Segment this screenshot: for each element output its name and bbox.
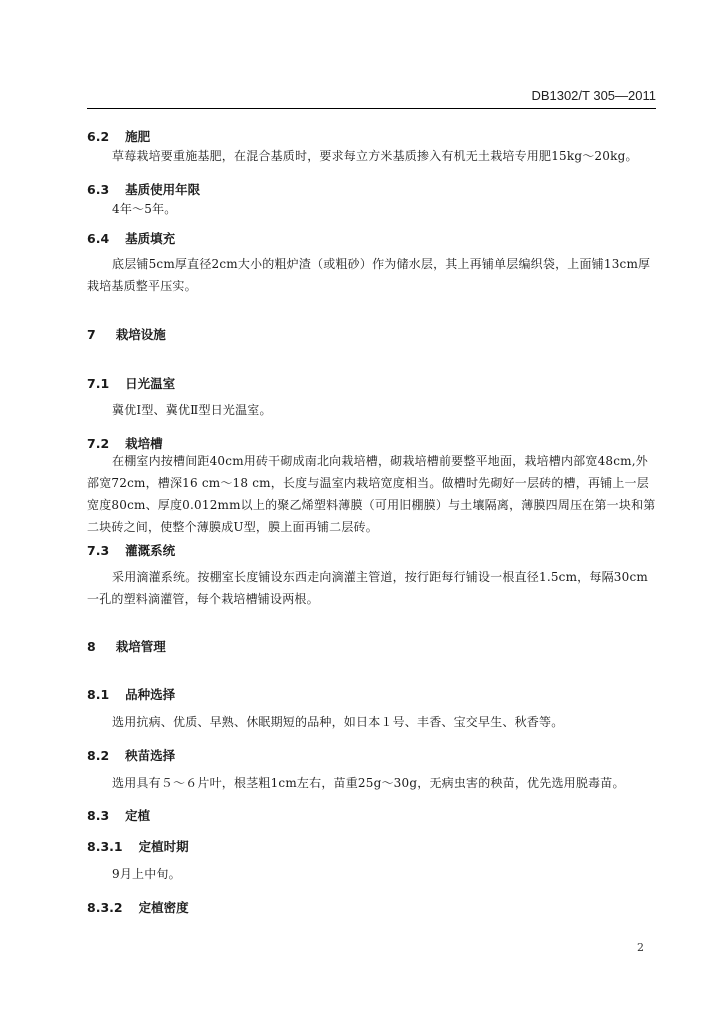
header-rule [87, 108, 656, 109]
heading-8-1 [87, 685, 175, 703]
heading-8-2 [87, 746, 175, 764]
paragraph-6-3 [87, 198, 657, 220]
section-title: 品种选择 [125, 687, 176, 702]
heading-7-1 [87, 374, 175, 392]
section-title: 栽培管理 [115, 639, 166, 654]
section-number: 8 [87, 639, 96, 654]
paragraph-7-3 [87, 566, 657, 610]
section-number: 7.1 [87, 376, 110, 391]
section-title: 基质使用年限 [125, 182, 201, 197]
paragraph-7-1 [87, 399, 657, 421]
section-title: 定植密度 [138, 900, 189, 915]
paragraph-text: 冀优Ⅰ型、冀优Ⅱ型日光温室。 [112, 403, 272, 417]
section-title: 秧苗选择 [125, 748, 176, 763]
section-title: 定植时期 [138, 839, 189, 854]
heading-8-3-1 [87, 837, 189, 855]
section-title: 栽培设施 [115, 327, 166, 342]
section-title: 栽培槽 [125, 436, 163, 451]
paragraph-6-2 [87, 145, 657, 167]
heading-7 [87, 325, 166, 343]
paragraph-text: 底层铺5cm厚直径2cm大小的粗炉渣（或粗砂）作为储水层，其上再铺单层编织袋，上面铺13cm厚栽培基质整平压实。 [87, 257, 651, 293]
paragraph-text: 在棚室内按槽间距40cm用砖干砌成南北向栽培槽，砌栽培槽前要整平地面，栽培槽内部宽48cm,外部宽72cm，槽深16 cm～18 cm，长度与温室内栽培宽度相当。做槽时先砌好一层砖的槽，再铺上一层宽度80cm、厚度0.012mm以上的聚乙烯塑料薄膜（可用旧棚膜）与土壤隔离，薄膜四周压在第一块和第二块砖之间，使整个薄膜成U型，膜上面再铺二层砖。 [87, 454, 656, 534]
document-code: DB1302/T 305—2011 [531, 88, 656, 103]
paragraph-8-1 [87, 711, 657, 733]
paragraph-text: 选用具有５～６片叶，根茎粗1cm左右，苗重25g～30g，无病虫害的秧苗，优先选用脱毒苗。 [112, 776, 625, 790]
section-number: 8.3 [87, 808, 110, 823]
paragraph-text: 4年～5年。 [112, 202, 177, 216]
heading-8 [87, 637, 166, 655]
paragraph-6-4 [87, 253, 657, 297]
section-number: 6.4 [87, 231, 110, 246]
section-title: 灌溉系统 [125, 543, 176, 558]
paragraph-text: 选用抗病、优质、早熟、休眠期短的品种，如日本１号、丰香、宝交早生、秋香等。 [112, 715, 564, 729]
section-title: 日光温室 [125, 376, 176, 391]
paragraph-8-3-1 [87, 863, 657, 885]
heading-8-3-2 [87, 898, 189, 916]
section-number: 8.1 [87, 687, 110, 702]
page-number: 2 [637, 941, 644, 954]
section-number: 8.2 [87, 748, 110, 763]
heading-6-3 [87, 180, 200, 198]
section-number: 7.3 [87, 543, 110, 558]
paragraph-text: 草莓栽培要重施基肥，在混合基质时，要求每立方米基质掺入有机无土栽培专用肥15kg～20kg。 [112, 149, 638, 163]
section-title: 施肥 [125, 129, 151, 144]
heading-6-2 [87, 127, 150, 145]
heading-7-3 [87, 541, 175, 559]
paragraph-text: 采用滴灌系统。按棚室长度铺设东西走向滴灌主管道，按行距每行铺设一根直径1.5cm，每隔30cm一孔的塑料滴灌管，每个栽培槽铺设两根。 [87, 570, 648, 606]
section-number: 6.2 [87, 129, 110, 144]
heading-8-3 [87, 806, 150, 824]
paragraph-text: 9月上中旬。 [112, 867, 181, 881]
section-number: 7 [87, 327, 96, 342]
paragraph-7-2 [87, 450, 657, 538]
section-number: 7.2 [87, 436, 110, 451]
heading-6-4 [87, 229, 175, 247]
paragraph-8-2 [87, 772, 657, 794]
section-number: 6.3 [87, 182, 110, 197]
section-title: 基质填充 [125, 231, 176, 246]
section-number: 8.3.2 [87, 900, 123, 915]
section-title: 定植 [125, 808, 151, 823]
section-number: 8.3.1 [87, 839, 123, 854]
